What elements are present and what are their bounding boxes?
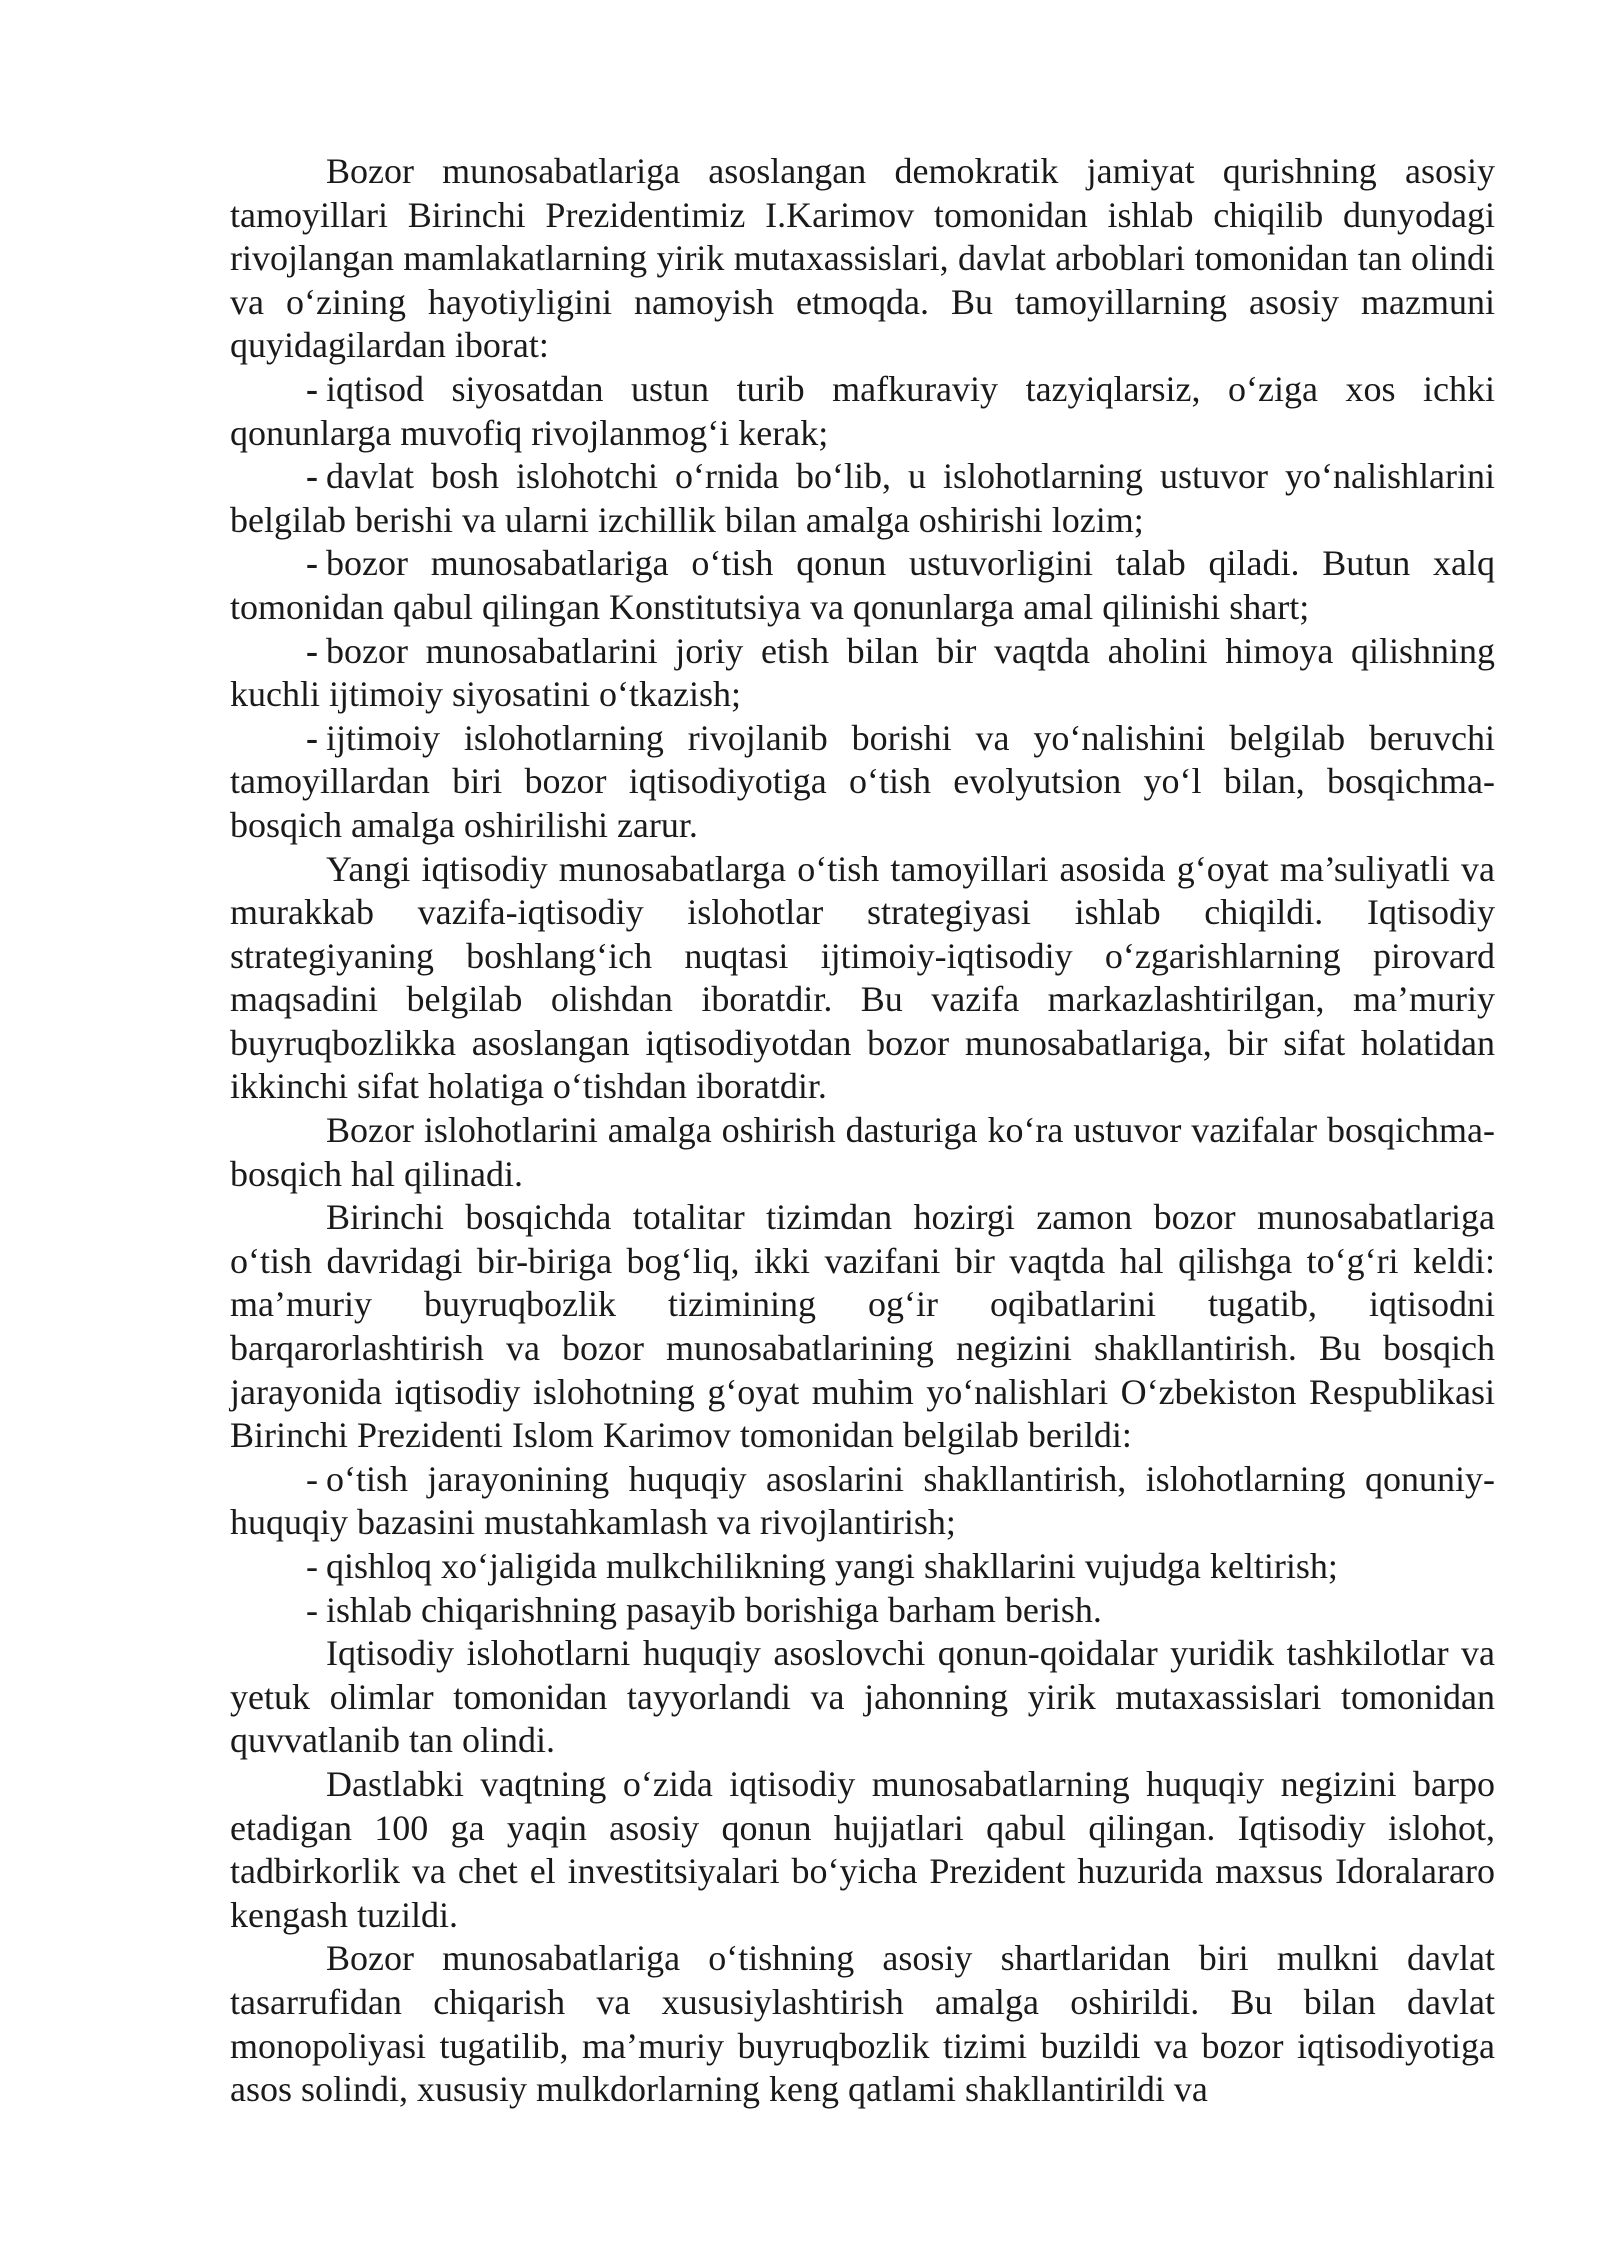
- bullet-dash: -: [306, 1546, 318, 1586]
- list-item: [230, 717, 1495, 848]
- list-item: [230, 1458, 1495, 1545]
- list-item-text: davlat bosh islohotchi o‘rnida bo‘lib, u islohotlarning ustuvor yo‘nalishlarini belgilab berishi va ularni izchillik bilan amalga oshirishi lozim;: [230, 456, 1495, 540]
- bullet-dash: -: [306, 1589, 318, 1630]
- paragraph-intro: Bozor munosabatlariga asoslangan demokratik jamiyat qurishning asosiy tamoyillari Birinchi Prezidentimiz I.Karimov tomonidan ishlab chiqilib dunyodagi rivojlangan mamlakatlarning yirik mutaxassislari, davlat arboblari tomonidan tan olindi va o‘zining hayotiyligini namoyish etmoqda. Bu tamoyillarning asosiy mazmuni quyidagilardan iborat:: [230, 151, 1495, 366]
- list-item-text: iqtisod siyosatdan ustun turib mafkuraviy tazyiqlarsiz, o‘ziga xos ichki qonunlarga muvofiq rivojlanmog‘i kerak;: [230, 368, 1495, 453]
- list-item-text: bozor munosabatlarini joriy etish bilan bir vaqtda aholini himoya qilishning kuchli ijtimoiy siyosatini o‘tkazish;: [230, 630, 1495, 715]
- paragraph-first-stage: Birinchi bosqichda totalitar tizimdan hozirgi zamon bozor munosabatlariga o‘tish davridagi bir-biriga bog‘liq, ikki vazifani bir vaqtda hal qilishga to‘g‘ri keldi: ma’muriy buyruqbozlik tizimining og‘ir oqibatlarini tugatib, iqtisodni barqarorlashtirish va bozor munosabatlarining negizini shakllantirish. Bu bosqich jarayonida iqtisodiy islohotning g‘oyat muhim yo‘nalishlari O‘zbekiston Respublikasi Birinchi Prezidenti Islom Karimov tomonidan belgilab berildi:: [230, 1197, 1495, 1456]
- bullet-dash: -: [306, 543, 318, 584]
- paragraph-strategy: Yangi iqtisodiy munosabatlarga o‘tish tamoyillari asosida g‘oyat ma’suliyatli va murakkab vazifa-iqtisodiy islohotlar strategiyasi ishlab chiqildi. Iqtisodiy strategiyaning boshlang‘ich nuqtasi ijtimoiy-iqtisodiy o‘zgarishlarning pirovard maqsadini belgilab olishdan iboratdir. Bu vazifa markazlashtirilgan, ma’muriy buyruqbozlikka asoslangan iqtisodiyotdan bozor munosabatlariga, bir sifat holatidan ikkinchi sifat holatiga o‘tishdan iboratdir.: [230, 848, 1495, 1107]
- bullet-dash: -: [306, 1458, 318, 1499]
- list-item: [230, 630, 1495, 717]
- bullet-dash: -: [306, 717, 318, 758]
- list-item-text: ijtimoiy islohotlarning rivojlanib borishi va yo‘nalishini belgilab beruvchi tamoyillardan biri bozor iqtisodiyotiga o‘tish evolyutsion yo‘l bilan, bosqichma-bosqich amalga oshirilishi zarur.: [230, 717, 1495, 845]
- paragraph-legal-basis: Iqtisodiy islohotlarni huquqiy asoslovchi qonun-qoidalar yuridik tashkilotlar va yetuk olimlar tomonidan tayyorlandi va jahonning yirik mutaxassislari tomonidan quvvatlanib tan olindi.: [230, 1633, 1495, 1761]
- list-item: [230, 542, 1495, 629]
- list-item: [230, 455, 1495, 542]
- paragraph-laws: Dastlabki vaqtning o‘zida iqtisodiy munosabatlarning huquqiy negizini barpo etadigan 100 ga yaqin asosiy qonun hujjatlari qabul qilingan. Iqtisodiy islohot, tadbirkorlik va chet el investitsiyalari bo‘yicha Prezident huzurida maxsus Idoralararo kengash tuzildi.: [230, 1763, 1495, 1935]
- paragraph-privatization: Bozor munosabatlariga o‘tishning asosiy shartlaridan biri mulkni davlat tasarrufidan chiqarish va xususiylashtirish amalga oshirildi. Bu bilan davlat monopoliyasi tugatilib, ma’muriy buyruqbozlik tizimi buzildi va bozor iqtisodiyotiga asos solindi, xususiy mulkdorlarning keng qatlami shakllantirildi va: [230, 1938, 1495, 2110]
- list-item-text: qishloq xo‘jaligida mulkchilikning yangi shakllarini vujudga keltirish;: [326, 1546, 1338, 1586]
- list-item: [230, 1589, 1495, 1633]
- document-page: [230, 150, 1495, 2112]
- paragraph-program: Bozor islohotlarini amalga oshirish dasturiga ko‘ra ustuvor vazifalar bosqichma-bosqich hal qilinadi.: [230, 1110, 1495, 1194]
- list-item-text: o‘tish jarayonining huquqiy asoslarini shakllantirish, islohotlarning qonuniy-huquqiy bazasini mustahkamlash va rivojlantirish;: [230, 1458, 1495, 1543]
- list-item: [230, 1545, 1495, 1589]
- list-item-text: ishlab chiqarishning pasayib borishiga barham berish.: [326, 1589, 1102, 1630]
- bullet-dash: -: [306, 456, 318, 497]
- list-item-text: bozor munosabatlariga o‘tish qonun ustuvorligini talab qiladi. Butun xalq tomonidan qabul qilingan Konstitutsiya va qonunlarga amal qilinishi shart;: [230, 543, 1495, 627]
- list-item: [230, 368, 1495, 455]
- bullet-dash: -: [306, 630, 318, 671]
- bullet-dash: -: [306, 368, 318, 409]
